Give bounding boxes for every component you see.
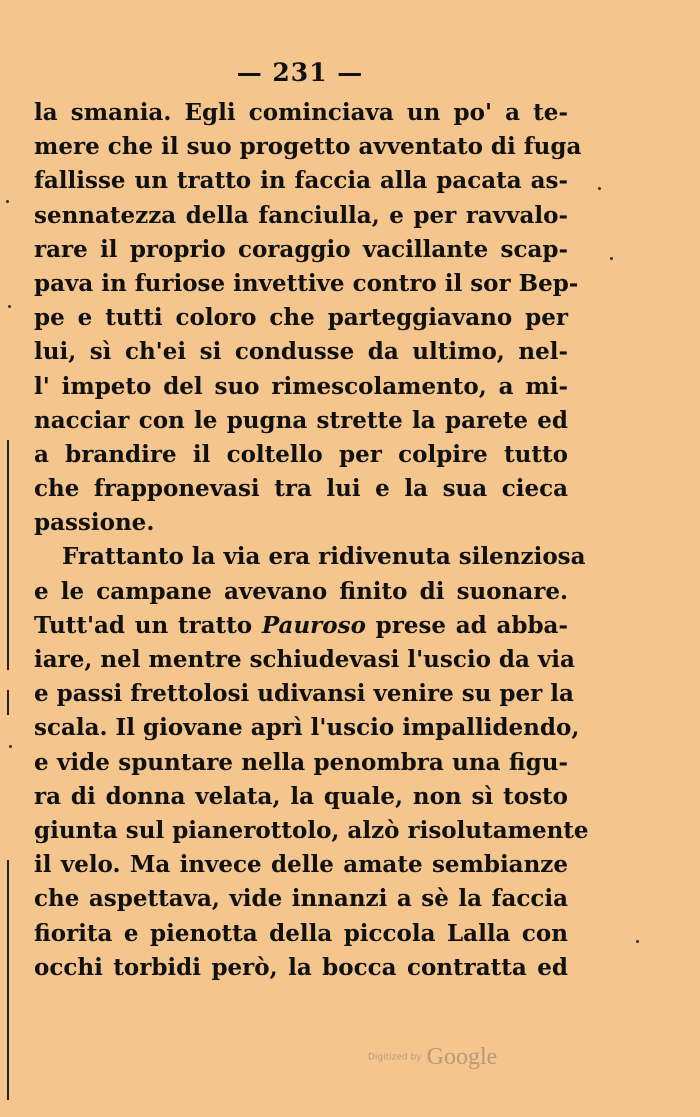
text-line: scala. Il giovane aprì l'uscio impallidendo, bbox=[34, 714, 580, 742]
text-line: sennatezza della fanciulla, e per ravvalo- bbox=[34, 201, 568, 229]
text-line: iare, nel mentre schiudevasi l'uscio da via bbox=[34, 646, 575, 673]
text-line: lui, sì ch'ei si condusse da ultimo, nel- bbox=[34, 338, 568, 366]
text-line: la smania. Egli cominciava un po' a te- bbox=[34, 99, 568, 126]
watermark-prefix: Digitized by bbox=[368, 1052, 422, 1063]
text-line: occhi torbidi però, la bocca contratta ed bbox=[34, 953, 568, 981]
dog-name: Pauroso bbox=[261, 611, 366, 639]
digitized-by-google-watermark bbox=[368, 1044, 497, 1071]
margin-rule bbox=[7, 690, 9, 715]
page-number: — 231 — bbox=[236, 58, 364, 87]
margin-rule bbox=[7, 860, 9, 1100]
text-line: pava in furiose invettive contro il sor Bep- bbox=[34, 269, 579, 297]
text-line: passione. bbox=[34, 509, 155, 537]
margin-rule bbox=[7, 440, 9, 670]
scan-speck bbox=[598, 187, 601, 190]
body-text bbox=[34, 96, 589, 985]
text-line: fiorita e pienotta della piccola Lalla con bbox=[34, 919, 568, 947]
text-line: Frattanto la via era ridivenuta silenziosa bbox=[62, 543, 586, 571]
scan-speck bbox=[9, 745, 12, 748]
text-line: mere che il suo progetto avventato di fuga bbox=[34, 133, 582, 161]
text-line: e passi frettolosi udivansi venire su per la bbox=[34, 680, 574, 708]
text-line: Tutt'ad un tratto Pauroso prese ad abba- bbox=[34, 611, 569, 639]
scan-speck bbox=[6, 200, 9, 203]
text-line: il velo. Ma invece delle amate sembianze bbox=[34, 851, 568, 879]
text-line: che aspettava, vide innanzi a sè la faccia bbox=[34, 885, 568, 913]
text-line: rare il proprio coraggio vacillante scap- bbox=[34, 235, 568, 263]
text-line: nacciar con le pugna strette la parete ed bbox=[34, 406, 568, 434]
text-line: e le campane avevano finito di suonare. bbox=[34, 577, 568, 605]
text-line: pe e tutti coloro che parteggiavano per bbox=[34, 304, 568, 332]
text-line: l' impeto del suo rimescolamento, a mi- bbox=[34, 372, 568, 400]
scan-speck bbox=[636, 940, 639, 943]
scan-speck bbox=[8, 305, 11, 308]
text-line: a brandire il coltello per colpire tutto bbox=[34, 440, 568, 468]
text-line: e vide spuntare nella penombra una figu- bbox=[34, 748, 568, 776]
text-line: ra di donna velata, la quale, non sì tosto bbox=[34, 782, 568, 810]
scan-speck bbox=[610, 257, 613, 260]
text-line: che frapponevasi tra lui e la sua cieca bbox=[34, 475, 568, 503]
text-line: giunta sul pianerottolo, alzò risolutamente bbox=[34, 816, 589, 844]
google-logo: Google bbox=[426, 1044, 498, 1070]
text-line: fallisse un tratto in faccia alla pacata as- bbox=[34, 167, 568, 195]
